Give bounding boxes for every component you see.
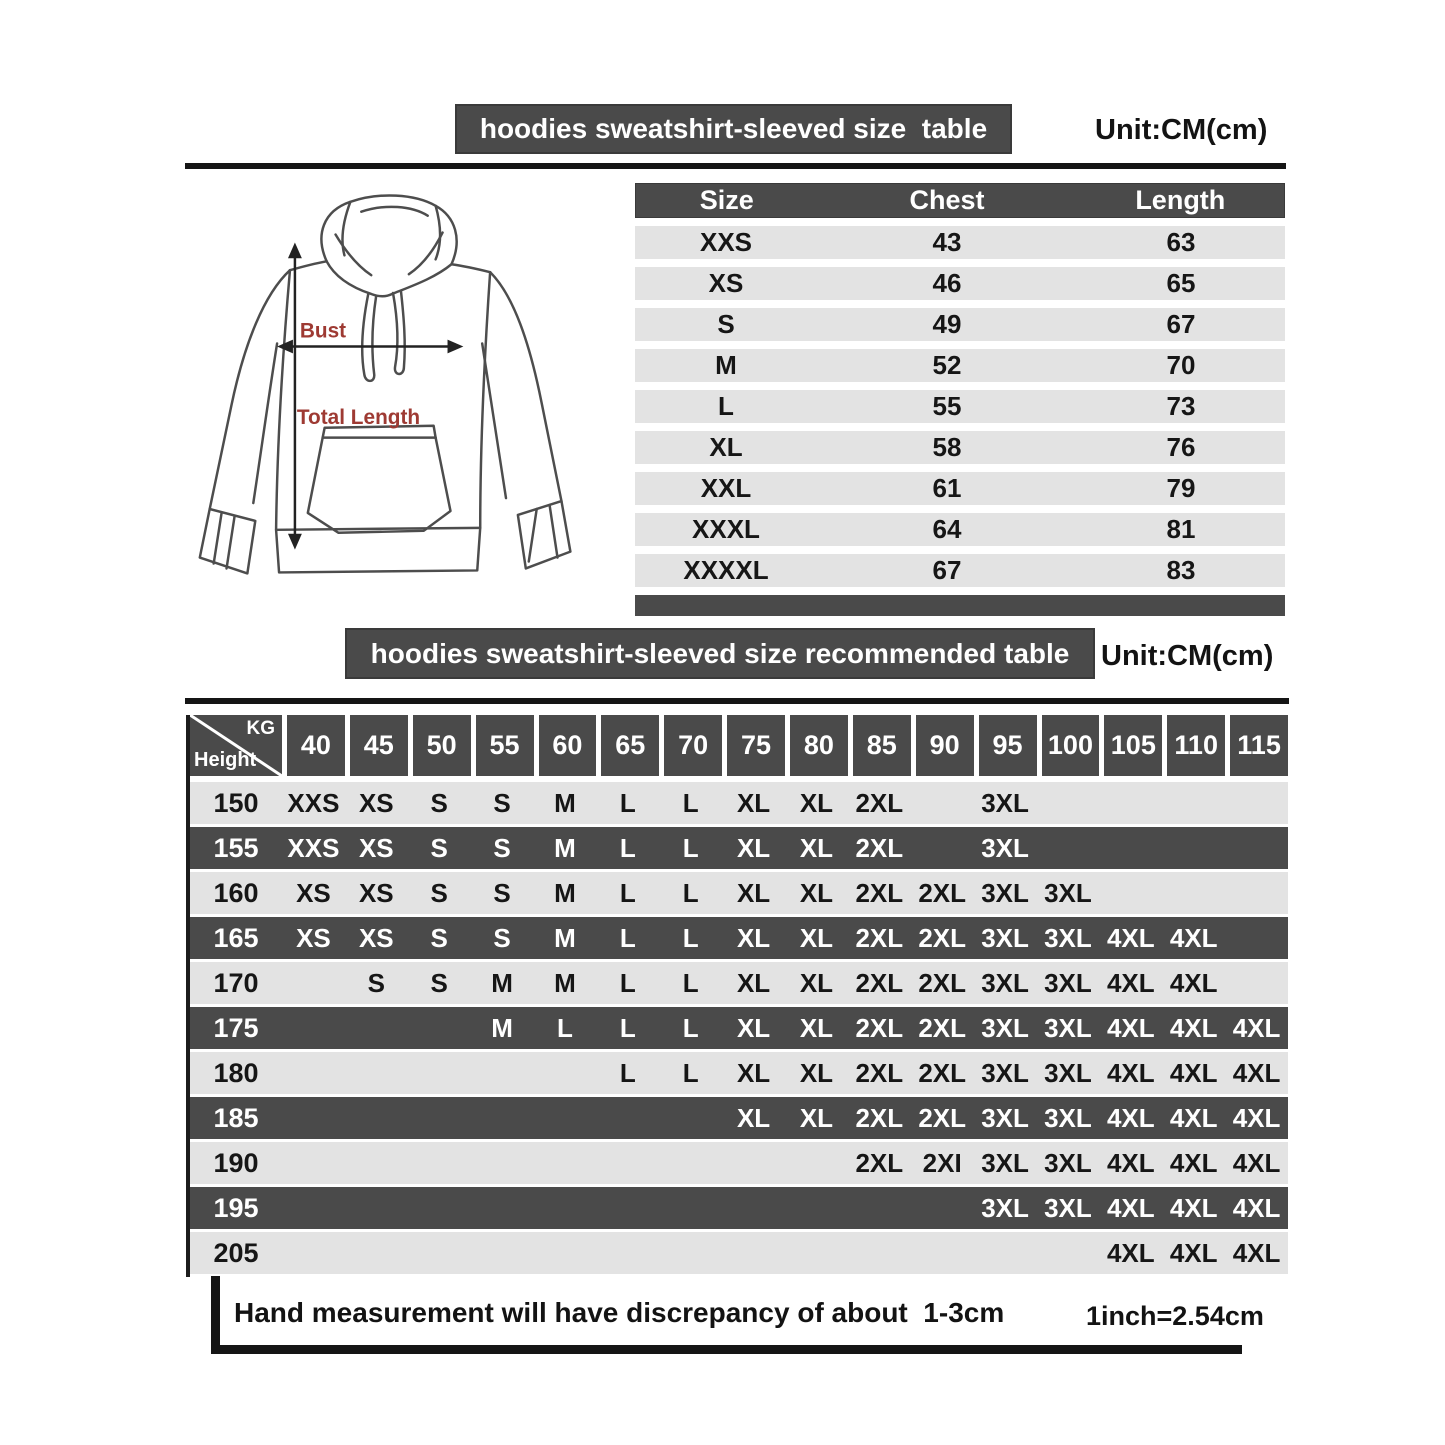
size-at-205-110: 4XL xyxy=(1169,1237,1218,1268)
kg-height-corner-cell xyxy=(190,715,282,776)
size-at-180-70: L xyxy=(682,1057,699,1088)
size-at-165-100: 3XL xyxy=(1044,922,1092,953)
size-at-195-110: 4XL xyxy=(1169,1192,1218,1223)
hoodie-measurement-diagram xyxy=(176,183,614,619)
height-label: 160 xyxy=(213,877,259,908)
size-at-150-50: S xyxy=(430,787,448,818)
weight-header-80: 80 xyxy=(790,715,848,776)
weight-header-95: 95 xyxy=(979,715,1037,776)
size-at-185-105: 4XL xyxy=(1106,1102,1155,1133)
size-name: XL xyxy=(709,432,743,462)
size-at-165-50: S xyxy=(430,922,448,953)
size-at-185-85: 2XL xyxy=(855,1102,904,1133)
length-value: 63 xyxy=(1166,227,1196,257)
size-name: L xyxy=(718,391,734,421)
size-at-165-75: XL xyxy=(736,922,771,953)
size-at-195-100: 3XL xyxy=(1044,1192,1092,1223)
size-name: XXS xyxy=(699,227,753,257)
size-at-155-55: S xyxy=(493,832,511,863)
size-at-190-110: 4XL xyxy=(1169,1147,1218,1178)
height-label: 205 xyxy=(213,1237,259,1268)
size-at-160-45: XS xyxy=(358,877,394,908)
chest-value: 49 xyxy=(932,309,962,339)
size-at-175-100: 3XL xyxy=(1044,1012,1092,1043)
recommend-row-155 xyxy=(190,827,1288,869)
size-at-180-100: 3XL xyxy=(1044,1057,1092,1088)
recommend-row-160 xyxy=(190,872,1288,914)
size-at-190-85: 2XL xyxy=(855,1147,904,1178)
recommend-row-205 xyxy=(190,1232,1288,1274)
weight-header-45: 45 xyxy=(350,715,408,776)
chest-value: 55 xyxy=(932,391,962,421)
size-at-185-80: XL xyxy=(799,1102,834,1133)
size-row-l xyxy=(635,390,1285,423)
weight-header-60: 60 xyxy=(539,715,597,776)
size-at-190-95: 3XL xyxy=(981,1147,1029,1178)
size-at-170-100: 3XL xyxy=(1044,967,1092,998)
size-at-170-90: 2XL xyxy=(918,967,967,998)
size-at-190-90: 2XI xyxy=(922,1147,962,1178)
size-at-175-60: L xyxy=(556,1012,573,1043)
size-table-title-bar xyxy=(455,104,1012,154)
size-at-155-45: XS xyxy=(358,832,394,863)
size-at-175-55: M xyxy=(491,1012,513,1043)
size-at-165-95: 3XL xyxy=(981,922,1029,953)
size-at-180-80: XL xyxy=(799,1057,834,1088)
height-label: 185 xyxy=(213,1102,259,1133)
size-at-165-60: M xyxy=(554,922,576,953)
length-value: 81 xyxy=(1166,514,1196,544)
middle-divider-line xyxy=(185,698,1289,704)
size-at-155-85: 2XL xyxy=(855,832,904,863)
height-label: 180 xyxy=(213,1057,259,1088)
weight-header-75: 75 xyxy=(727,715,785,776)
size-row-xxxl xyxy=(635,513,1285,546)
size-name: XXXXL xyxy=(683,555,769,585)
length-value: 70 xyxy=(1166,350,1196,380)
size-table xyxy=(635,183,1285,616)
matrix-body xyxy=(190,782,1288,1274)
weight-header-90: 90 xyxy=(916,715,974,776)
height-label: 190 xyxy=(213,1147,259,1178)
weight-header-115: 115 xyxy=(1230,715,1288,776)
size-table-header-row xyxy=(635,183,1285,218)
size-at-180-110: 4XL xyxy=(1169,1057,1218,1088)
size-at-160-50: S xyxy=(430,877,448,908)
chest-value: 64 xyxy=(932,514,962,544)
size-at-155-95: 3XL xyxy=(981,832,1029,863)
recommend-row-195 xyxy=(190,1187,1288,1229)
size-at-165-45: XS xyxy=(358,922,394,953)
size-at-165-70: L xyxy=(682,922,699,953)
size-at-170-75: XL xyxy=(736,967,771,998)
size-at-170-95: 3XL xyxy=(981,967,1029,998)
size-at-205-115: 4XL xyxy=(1232,1237,1281,1268)
weight-header-100: 100 xyxy=(1042,715,1100,776)
chest-value: 43 xyxy=(932,227,962,257)
weight-header-65: 65 xyxy=(601,715,659,776)
size-at-175-110: 4XL xyxy=(1169,1012,1218,1043)
size-at-180-90: 2XL xyxy=(918,1057,967,1088)
size-at-205-105: 4XL xyxy=(1106,1237,1155,1268)
size-at-165-55: S xyxy=(493,922,511,953)
size-at-185-115: 4XL xyxy=(1232,1102,1281,1133)
chest-value: 67 xyxy=(932,555,962,585)
size-at-190-115: 4XL xyxy=(1232,1147,1281,1178)
size-at-150-85: 2XL xyxy=(855,787,904,818)
height-label: 150 xyxy=(213,787,259,818)
size-at-185-100: 3XL xyxy=(1044,1102,1092,1133)
size-table-body xyxy=(635,226,1285,587)
size-at-165-85: 2XL xyxy=(855,922,904,953)
size-at-195-95: 3XL xyxy=(981,1192,1029,1223)
size-row-xs xyxy=(635,267,1285,300)
matrix-header-row xyxy=(190,715,1288,776)
chest-value: 61 xyxy=(932,473,962,503)
length-value: 76 xyxy=(1166,432,1196,462)
weight-header-85: 85 xyxy=(853,715,911,776)
recommend-row-150 xyxy=(190,782,1288,824)
size-at-170-110: 4XL xyxy=(1169,967,1218,998)
size-at-180-105: 4XL xyxy=(1106,1057,1155,1088)
size-at-170-70: L xyxy=(682,967,699,998)
size-at-170-105: 4XL xyxy=(1106,967,1155,998)
size-at-160-70: L xyxy=(682,877,699,908)
size-at-150-55: S xyxy=(493,787,511,818)
weight-header-110: 110 xyxy=(1167,715,1225,776)
length-value: 73 xyxy=(1166,391,1196,421)
size-at-150-65: L xyxy=(619,787,636,818)
size-at-180-75: XL xyxy=(736,1057,771,1088)
size-table-title: hoodies sweatshirt-sleeved size table xyxy=(479,113,988,144)
size-at-190-100: 3XL xyxy=(1044,1147,1092,1178)
size-table-footer-bar xyxy=(635,595,1285,616)
size-at-175-85: 2XL xyxy=(855,1012,904,1043)
total-length-arrow xyxy=(289,254,452,537)
recommend-row-170 xyxy=(190,962,1288,1004)
size-at-170-60: M xyxy=(554,967,576,998)
size-name: XXXL xyxy=(692,514,760,544)
size-at-150-45: XS xyxy=(358,787,394,818)
size-at-195-105: 4XL xyxy=(1106,1192,1155,1223)
size-col-header-size: Size xyxy=(699,185,754,215)
size-at-155-65: L xyxy=(619,832,636,863)
height-label: 175 xyxy=(213,1012,259,1043)
size-at-160-75: XL xyxy=(736,877,771,908)
size-at-185-110: 4XL xyxy=(1169,1102,1218,1133)
size-at-160-90: 2XL xyxy=(918,877,967,908)
size-at-160-95: 3XL xyxy=(981,877,1029,908)
length-value: 65 xyxy=(1166,268,1196,298)
size-row-xxxxl xyxy=(635,554,1285,587)
total-length-label: Total Length xyxy=(296,405,421,429)
size-at-160-55: S xyxy=(493,877,511,908)
size-at-180-65: L xyxy=(619,1057,636,1088)
height-label: 170 xyxy=(213,967,259,998)
size-at-150-95: 3XL xyxy=(981,787,1029,818)
recommended-table-title: hoodies sweatshirt-sleeved size recommended table xyxy=(370,637,1070,669)
weight-header-40: 40 xyxy=(287,715,345,776)
length-value: 83 xyxy=(1166,555,1196,585)
size-at-160-60: M xyxy=(554,877,576,908)
size-at-195-115: 4XL xyxy=(1232,1192,1281,1223)
recommended-size-matrix xyxy=(186,715,1288,1277)
size-at-165-90: 2XL xyxy=(918,922,967,953)
footer-left-bar xyxy=(211,1276,220,1354)
size-at-175-90: 2XL xyxy=(918,1012,967,1043)
bust-label: Bust xyxy=(299,319,347,343)
weight-header-50: 50 xyxy=(413,715,471,776)
size-at-185-95: 3XL xyxy=(981,1102,1029,1133)
size-name: XXL xyxy=(700,473,752,503)
size-row-xxl xyxy=(635,472,1285,505)
size-at-165-105: 4XL xyxy=(1106,922,1155,953)
arrow-heads xyxy=(277,242,463,549)
size-at-160-85: 2XL xyxy=(855,877,904,908)
size-at-165-65: L xyxy=(619,922,636,953)
size-col-header-length: Length xyxy=(1135,185,1226,215)
size-at-155-40: XXS xyxy=(287,832,340,863)
size-row-xxs xyxy=(635,226,1285,259)
measurement-note: Hand measurement will have discrepancy of about 1-3cm xyxy=(234,1297,1005,1328)
chest-value: 58 xyxy=(932,432,962,462)
size-at-155-60: M xyxy=(554,832,576,863)
chest-value: 46 xyxy=(932,268,962,298)
size-name: M xyxy=(715,350,737,380)
size-at-170-55: M xyxy=(491,967,513,998)
size-at-175-115: 4XL xyxy=(1232,1012,1281,1043)
size-at-165-80: XL xyxy=(799,922,834,953)
size-at-155-70: L xyxy=(682,832,699,863)
top-divider-line xyxy=(185,163,1286,169)
size-row-xl xyxy=(635,431,1285,464)
length-value: 67 xyxy=(1166,309,1196,339)
size-at-175-65: L xyxy=(619,1012,636,1043)
size-table-unit-label: Unit:CM(cm) xyxy=(1095,114,1268,146)
recommend-row-165 xyxy=(190,917,1288,959)
size-at-180-95: 3XL xyxy=(981,1057,1029,1088)
height-label: 195 xyxy=(213,1192,259,1223)
size-at-150-40: XXS xyxy=(287,787,340,818)
size-row-s xyxy=(635,308,1285,341)
recommend-row-180 xyxy=(190,1052,1288,1094)
size-at-175-95: 3XL xyxy=(981,1012,1029,1043)
size-at-160-80: XL xyxy=(799,877,834,908)
kg-axis-label: KG xyxy=(246,718,275,739)
size-at-160-65: L xyxy=(619,877,636,908)
size-at-150-60: M xyxy=(554,787,576,818)
size-at-175-80: XL xyxy=(799,1012,834,1043)
size-name: S xyxy=(717,309,735,339)
length-value: 79 xyxy=(1166,473,1196,503)
size-at-175-105: 4XL xyxy=(1106,1012,1155,1043)
recommended-table-title-bar xyxy=(345,628,1095,679)
size-at-170-65: L xyxy=(619,967,636,998)
height-label: 155 xyxy=(213,832,259,863)
size-at-155-75: XL xyxy=(736,832,771,863)
size-at-150-70: L xyxy=(682,787,699,818)
footer-bottom-line xyxy=(211,1345,1242,1354)
size-at-175-75: XL xyxy=(736,1012,771,1043)
size-at-175-70: L xyxy=(682,1012,699,1043)
size-at-170-45: S xyxy=(367,967,385,998)
size-at-165-110: 4XL xyxy=(1169,922,1218,953)
size-at-170-85: 2XL xyxy=(855,967,904,998)
size-at-150-75: XL xyxy=(736,787,771,818)
recommend-row-175 xyxy=(190,1007,1288,1049)
height-label: 165 xyxy=(213,922,259,953)
size-at-165-40: XS xyxy=(296,922,331,953)
size-at-170-50: S xyxy=(430,967,448,998)
chest-value: 52 xyxy=(932,350,962,380)
size-col-header-chest: Chest xyxy=(909,185,985,215)
size-at-160-40: XS xyxy=(296,877,331,908)
weight-header-70: 70 xyxy=(664,715,722,776)
size-name: XS xyxy=(708,268,744,298)
size-at-150-80: XL xyxy=(799,787,834,818)
weight-header-105: 105 xyxy=(1104,715,1162,776)
size-at-190-105: 4XL xyxy=(1106,1147,1155,1178)
size-row-m xyxy=(635,349,1285,382)
size-at-185-75: XL xyxy=(736,1102,771,1133)
size-at-180-115: 4XL xyxy=(1232,1057,1281,1088)
inch-conversion-note: 1inch=2.54cm xyxy=(1086,1301,1264,1331)
height-axis-label: Height xyxy=(194,749,257,771)
recommend-row-185 xyxy=(190,1097,1288,1139)
recommend-row-190 xyxy=(190,1142,1288,1184)
size-at-160-100: 3XL xyxy=(1044,877,1092,908)
size-at-170-80: XL xyxy=(799,967,834,998)
weight-header-55: 55 xyxy=(476,715,534,776)
hoodie-outline xyxy=(200,195,571,573)
size-at-155-50: S xyxy=(430,832,448,863)
size-at-180-85: 2XL xyxy=(855,1057,904,1088)
size-at-155-80: XL xyxy=(799,832,834,863)
recommended-table-unit-label: Unit:CM(cm) xyxy=(1101,640,1274,672)
size-at-185-90: 2XL xyxy=(918,1102,967,1133)
